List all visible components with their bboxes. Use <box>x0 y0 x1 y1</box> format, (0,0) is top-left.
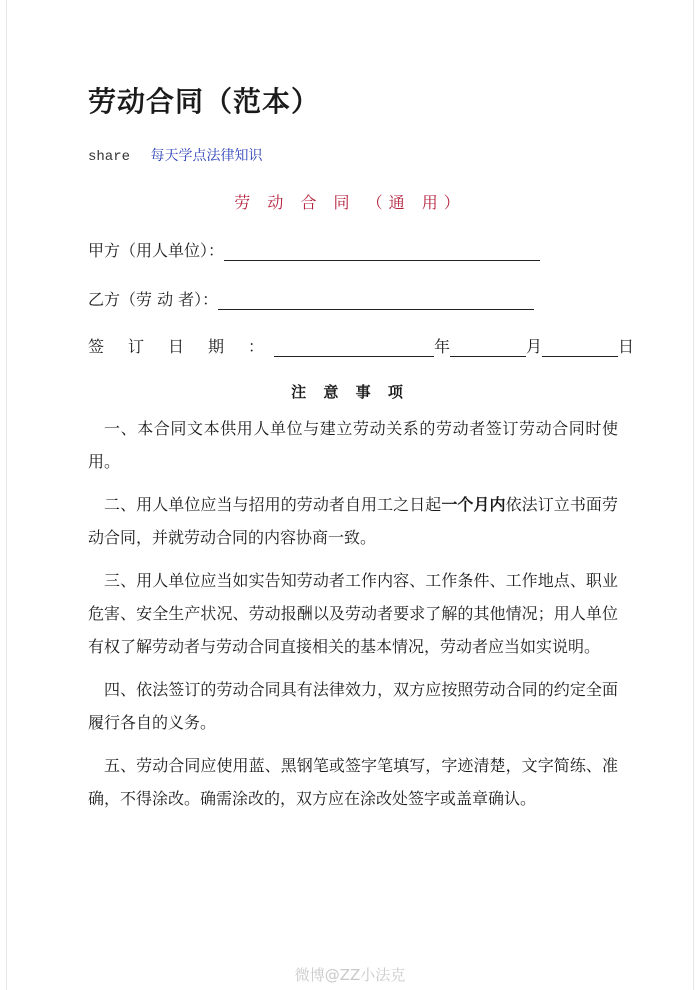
contract-subtitle: 劳 动 合 同 （通 用） <box>234 193 466 212</box>
party-b-blank[interactable] <box>218 291 534 310</box>
notice-item-5: 五、劳动合同应使用蓝、黑钢笔或签字笔填写，字迹清楚，文字简练、准确，不得涂改。确需涂改的，双方应在涂改处签字或盖章确认。 <box>88 756 618 808</box>
notice-heading: 注 意 事 项 <box>291 383 409 401</box>
share-row <box>88 145 262 165</box>
party-a-blank[interactable] <box>224 242 540 261</box>
share-text: share <box>88 149 131 165</box>
watermark: 微博@ZZ小法克 <box>294 966 406 984</box>
month-blank[interactable] <box>450 338 526 357</box>
share-link[interactable]: 每天学点法律知识 <box>150 148 263 164</box>
page-border-left <box>6 0 7 990</box>
month-label: 月 <box>526 337 543 356</box>
day-blank[interactable] <box>542 338 618 357</box>
notice-item-4: 四、依法签订的劳动合同具有法律效力，双方应按照劳动合同的约定全面履行各自的义务。 <box>88 680 618 732</box>
notice-item-2-before: 二、用人单位应当与招用的劳动者自用工之日起 <box>104 495 442 514</box>
notice-item-2 <box>88 488 618 554</box>
notice-list <box>88 412 618 825</box>
page-border-right <box>693 0 694 990</box>
notice-item-1: 一、本合同文本供用人单位与建立劳动关系的劳动者签订劳动合同时使用。 <box>88 419 618 471</box>
notice-item-2-emphasis: 一个月内 <box>441 495 506 514</box>
party-b-label: 乙方（劳 动 者）： <box>88 290 219 309</box>
notice-item-3: 三、用人单位应当如实告知劳动者工作内容、工作条件、工作地点、职业危害、安全生产状况、劳动报酬以及劳动者要求了解的其他情况；用人单位有权了解劳动者与劳动合同直接相关的基本情况，劳动者应当如实说明。 <box>88 571 618 656</box>
party-b-row <box>88 287 534 310</box>
party-a-row <box>88 238 540 261</box>
party-a-label: 甲方（用人单位）： <box>88 241 225 260</box>
day-label: 日 <box>618 337 635 356</box>
document-title: 劳动合同（范本） <box>88 85 321 118</box>
sign-date-row <box>88 334 634 357</box>
year-label: 年 <box>434 337 451 356</box>
year-blank[interactable] <box>274 338 434 357</box>
notice-item-2-after: 依法订立书面劳动合同，并就劳动合同的内容协商一致。 <box>88 495 618 547</box>
sign-date-label: 签订日期： <box>88 337 289 356</box>
